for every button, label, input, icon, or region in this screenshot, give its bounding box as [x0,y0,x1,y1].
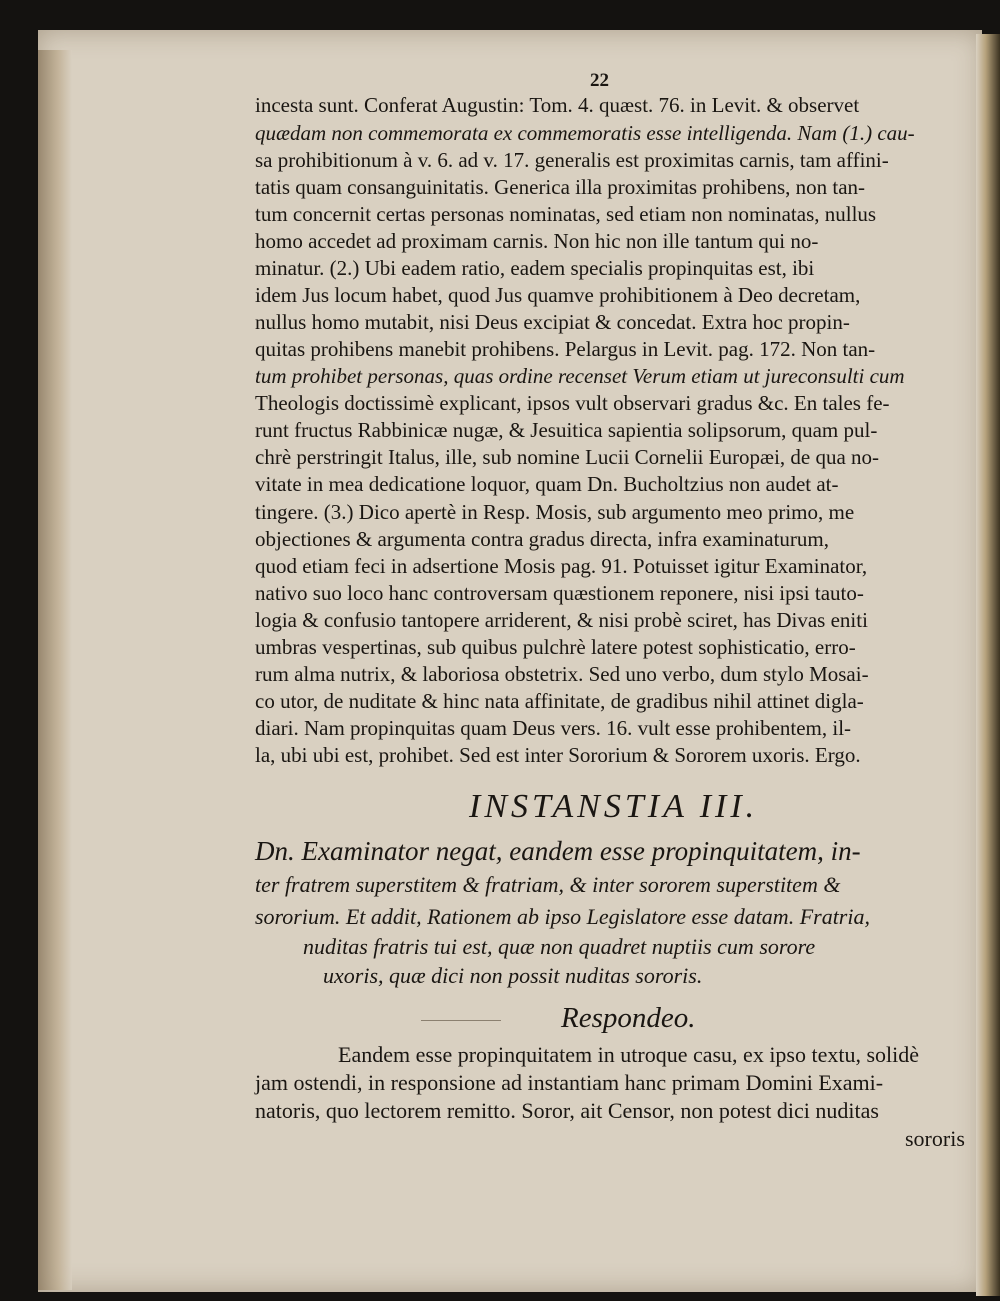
text-line: homo accedet ad proximam carnis. Non hic non ille tantum qui no- [255,229,819,253]
text-line: quitas prohibens manebit prohibens. Pelargus in Levit. pag. 172. Non tan- [255,337,876,361]
text-line: minatur. (2.) Ubi eadem ratio, eadem specialis propinquitas est, ibi [255,256,815,280]
text-line: tum prohibet personas, quas ordine recenset Verum etiam ut jureconsulti cum [255,364,905,388]
text-line: sa prohibitionum à v. 6. ad v. 17. generalis est proximitas carnis, tam affini- [255,148,889,172]
text-line: tingere. (3.) Dico apertè in Resp. Mosis, sub argumento meo primo, me [255,500,855,524]
instantia-line: Dn. Examinator negat, eandem esse propinquitatem, in- [255,836,861,866]
text-line: umbras vespertinas, sub quibus pulchrè latere potest sophisticatio, erro- [255,635,856,659]
text-line: Theologis doctissimè explicant, ipsos vult observari gradus &c. En tales fe- [255,391,890,415]
text-line: quod etiam feci in adsertione Mosis pag. 91. Potuisset igitur Examinator, [255,554,868,578]
page-number: 22 [590,70,609,91]
instantia-line: sororium. Et addit, Rationem ab ipso Legislatore esse datam. Fratria, [255,904,870,929]
text-line: nullus homo mutabit, nisi Deus excipiat & concedat. Extra hoc propin- [255,310,850,334]
catchword: sororis [905,1126,965,1151]
text-line: quædam non commemorata ex commemoratis esse intelligenda. Nam (1.) cau- [255,121,915,145]
text-line: tatis quam consanguinitatis. Generica illa proximitas prohibens, non tan- [255,175,866,199]
text-line: co utor, de nuditate & hinc nata affinitate, de gradibus nihil attinet digla- [255,689,864,713]
text-line: nativo suo loco hanc controversam quæstionem reponere, nisi ipsi tauto- [255,581,864,605]
respondeo-heading: Respondeo. [561,1002,696,1034]
text-line: objectiones & argumenta contra gradus directa, infra examinaturum, [255,527,829,551]
text-line: idem Jus locum habet, quod Jus quamve prohibitionem à Deo decretam, [255,283,861,307]
instantia-line: ter fratrem superstitem & fratriam, & inter sororem superstitem & [255,872,841,897]
response-line: natoris, quo lectorem remitto. Soror, ait Censor, non potest dici nuditas [255,1098,879,1123]
section-heading: INSTANSTIA III. [469,788,759,825]
response-line: Eandem esse propinquitatem in utroque casu, ex ipso textu, solidè [338,1042,920,1067]
instantia-line: uxoris, quæ dici non possit nuditas sororis. [323,963,703,988]
ornament-rule [421,1020,501,1021]
page-fore-edge [976,34,1000,1296]
text-line: la, ubi ubi est, prohibet. Sed est inter Sororium & Sororem uxoris. Ergo. [255,743,861,767]
text-line: diari. Nam propinquitas quam Deus vers. 16. vult esse prohibentem, il- [255,716,852,740]
text-line: runt fructus Rabbinicæ nugæ, & Jesuitica sapientia solipsorum, quam pul- [255,418,878,442]
response-line: jam ostendi, in responsione ad instantiam hanc primam Domini Exami- [255,1070,884,1095]
text-line: incesta sunt. Conferat Augustin: Tom. 4. quæst. 76. in Levit. & observet [255,93,860,117]
page-gutter-shadow [38,50,72,1290]
text-line: rum alma nutrix, & laboriosa obstetrix. Sed uno verbo, dum stylo Mosai- [255,662,869,686]
text-line: logia & confusio tantopere arriderent, & nisi probè sciret, has Divas eniti [255,608,868,632]
page-text [255,0,975,1301]
text-line: chrè perstringit Italus, ille, sub nomine Lucii Cornelii Europæi, de qua no- [255,445,880,469]
text-line: tum concernit certas personas nominatas, sed etiam non nominatas, nullus [255,202,877,226]
text-line: vitate in mea dedicatione loquor, quam Dn. Bucholtzius non audet at- [255,472,839,496]
instantia-line: nuditas fratris tui est, quæ non quadret nuptiis cum sorore [303,934,816,959]
